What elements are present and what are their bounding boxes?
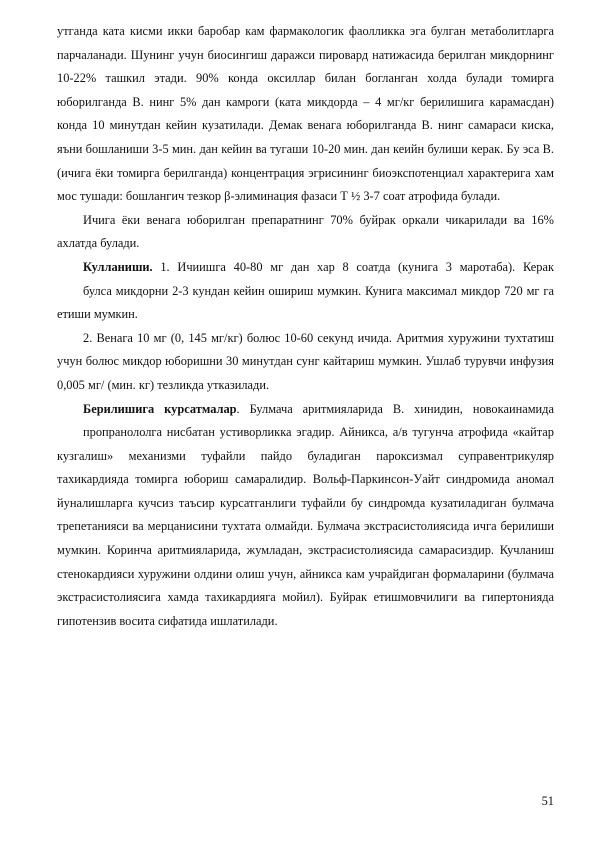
paragraph-indications-body: пропранололга нисбатан устиворликка эгадир. Айникса, а/в тугунча атрофида «кайтар кузгалиш» механизми туфайли пайдо буладиган пароксизмал суправентрикуляр тахикардияда томирга юбориш самаралидир. Вольф-Паркинсон-Уайт синдромида аномал йуналишларга кучсиз таъсир курсатганлиги туфайли бу синдромда кузатиладиган булмача трепетанияси ва мерцанисини тухтата олмайди. Булмача экстрасистолиясида ичга берилиши мумкин. Коринча аритмияларида, жумладан, экстрасистолиясида самарасиздир. Кучланиш стенокардияси хуружини олдини олиш учун, айникса кам учрайдиган формаларини (булмача экстрасистолиясига хамда тахикардияга мойил). Буйрак етишмовчилиги ва гипертонияда гипотензив восита сифатида ишлатилади. xyxy=(57,425,554,628)
paragraph-indications-heading xyxy=(57,398,554,422)
paragraph-usage-dose: булса микдорни 2-3 кундан кейин ошириш мумкин. Кунига максимал микдор 720 мг га етиши мумкин. xyxy=(57,283,554,322)
paragraph-iv-dose: 2. Венага 10 мг (0, 145 мг/кг) болюс 10-60 секунд ичида. Аритмия хуружини тухтатиш учун болюс микдор юборишни 30 минутдан сунг кайтариш мумкин. Ушлаб турувчи инфузия 0,005 мг/ (мин. кг) тезликда утказилади. xyxy=(57,330,554,392)
paragraph-excretion: Ичига ёки венага юборилган препаратнинг 70% буйрак оркали чикарилади ва 16% ахлатда булади. xyxy=(57,212,554,251)
document-body xyxy=(57,20,554,633)
indications-text: . Булмача аритмияларида В. хинидин, новокаинамида xyxy=(236,401,554,416)
paragraph-usage-heading xyxy=(57,256,554,280)
indications-heading: Берилишига курсатмалар xyxy=(83,401,237,416)
page-number: 51 xyxy=(541,794,554,808)
usage-heading: Кулланиши. xyxy=(83,259,153,274)
paragraph-metabolism: утганда ката кисми икки баробар кам фармакологик фаолликка эга булган метаболитларга парчаланади. Шунинг учун биосингиш даражси пировард натижасида берилган микдорнинг 10-22% ташкил этади. 90% конда оксиллар билан богланган холда булади томирга юборилганда В. нинг 5% дан камроги (ката микдорда – 4 мг/кг берилишига карамасдан) конда 10 минутдан кейин кузатилади. Демак венага юборилганда В. нинг самараси киска, яъни бошланиши 3-5 мин. дан кейин ва тугаши 10-20 мин. дан кеийн булиши керак. Бу эса В. (ичига ёки томирга берилганда) концентрация эгрисининг биоэкспотенциал характерига хам мос тушади: бошлангич тезкор β-элиминация фазаси Т ½ 3-7 соат атрофида булади. xyxy=(57,24,554,204)
usage-text: 1. Ичиишга 40-80 мг дан хар 8 соатда (кунига 3 маротаба). Керак xyxy=(152,259,554,274)
